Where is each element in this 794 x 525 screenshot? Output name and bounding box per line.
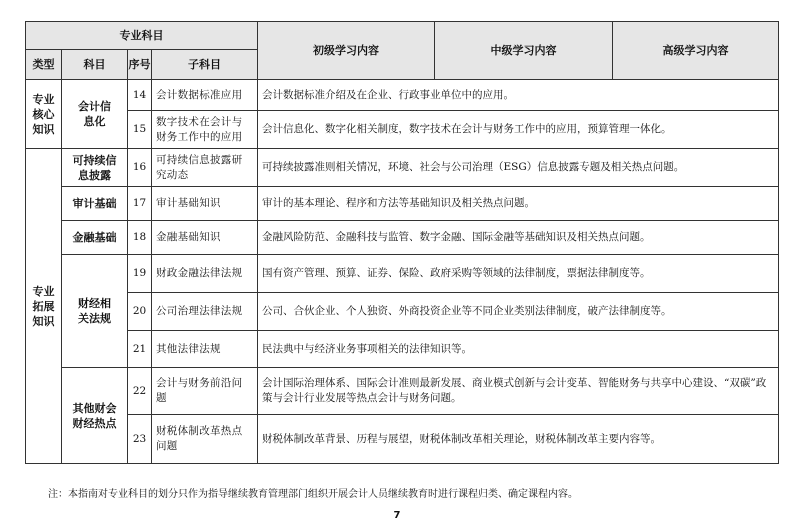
- row-content: 会计数据标准介绍及在企业、行政事业单位中的应用。: [258, 80, 779, 111]
- row-content: 民法典中与经济业务事项相关的法律知识等。: [258, 331, 779, 368]
- header-intermediate: 中级学习内容: [435, 22, 613, 80]
- table-row: [26, 149, 779, 187]
- table-row: [26, 221, 779, 255]
- subject-law: 财经相关法规: [62, 255, 128, 368]
- subject-audit: 审计基础: [62, 187, 128, 221]
- row-sub-subject: 会计数据标准应用: [152, 80, 258, 111]
- row-sub-subject: 金融基础知识: [152, 221, 258, 255]
- header-type: 类型: [26, 50, 62, 80]
- row-content: 会计信息化、数字化相关制度，数字技术在会计与财务工作中的应用，预算管理一体化。: [258, 111, 779, 149]
- row-content: 公司、合伙企业、个人独资、外商投资企业等不同企业类别法律制度，破产法律制度等。: [258, 293, 779, 331]
- row-sub-subject: 其他法律法规: [152, 331, 258, 368]
- footnote: 注：本指南对专业科目的划分只作为指导继续教育管理部门组织开展会计人员继续教育时进行课程归类、确定课程内容。: [48, 489, 578, 500]
- header-sub-subject: 子科目: [152, 50, 258, 80]
- row-sub-subject: 会计与财务前沿问题: [152, 368, 258, 415]
- row-content: 财税体制改革背景、历程与展望，财税体制改革相关理论，财税体制改革主要内容等。: [258, 415, 779, 464]
- row-no: 17: [128, 187, 152, 221]
- subject-accounting-info: 会计信息化: [62, 80, 128, 149]
- table-row: [26, 368, 779, 415]
- row-sub-subject: 财政金融法律法规: [152, 255, 258, 293]
- table-row: [26, 111, 779, 149]
- header-no: 序号: [128, 50, 152, 80]
- type-core: 专业核心知识: [26, 80, 62, 149]
- row-sub-subject: 公司治理法律法规: [152, 293, 258, 331]
- row-content: 金融风险防范、金融科技与监管、数字金融、国际金融等基础知识及相关热点问题。: [258, 221, 779, 255]
- header-group: 专业科目: [26, 22, 258, 50]
- subject-finance: 金融基础: [62, 221, 128, 255]
- row-sub-subject: 数字技术在会计与财务工作中的应用: [152, 111, 258, 149]
- table-row: [26, 331, 779, 368]
- row-no: 15: [128, 111, 152, 149]
- table-row: [26, 415, 779, 464]
- table-row: [26, 293, 779, 331]
- table-row: [26, 255, 779, 293]
- row-content: 会计国际治理体系、国际会计准则最新发展、商业模式创新与会计变革、智能财务与共享中心建设、“双碳”政策与会计行业发展等热点会计与财务问题。: [258, 368, 779, 415]
- row-content: 可持续披露准则相关情况，环境、社会与公司治理（ESG）信息披露专题及相关热点问题。: [258, 149, 779, 187]
- page-number: 7: [393, 510, 401, 521]
- subject-hot-topics: 其他财会财经热点: [62, 368, 128, 464]
- row-no: 21: [128, 331, 152, 368]
- table-row: [26, 80, 779, 111]
- header-junior: 初级学习内容: [258, 22, 435, 80]
- row-no: 19: [128, 255, 152, 293]
- row-content: 国有资产管理、预算、证券、保险、政府采购等领域的法律制度，票据法律制度等。: [258, 255, 779, 293]
- row-no: 23: [128, 415, 152, 464]
- table-row: [26, 187, 779, 221]
- type-extended: 专业拓展知识: [26, 149, 62, 464]
- row-no: 22: [128, 368, 152, 415]
- row-no: 18: [128, 221, 152, 255]
- row-no: 16: [128, 149, 152, 187]
- row-sub-subject: 可持续信息披露研究动态: [152, 149, 258, 187]
- row-no: 20: [128, 293, 152, 331]
- row-sub-subject: 审计基础知识: [152, 187, 258, 221]
- row-content: 审计的基本理论、程序和方法等基础知识及相关热点问题。: [258, 187, 779, 221]
- row-no: 14: [128, 80, 152, 111]
- subject-sustainability: 可持续信息披露: [62, 149, 128, 187]
- row-sub-subject: 财税体制改革热点问题: [152, 415, 258, 464]
- header-senior: 高级学习内容: [613, 22, 779, 80]
- curriculum-table: [25, 21, 779, 464]
- header-subject: 科目: [62, 50, 128, 80]
